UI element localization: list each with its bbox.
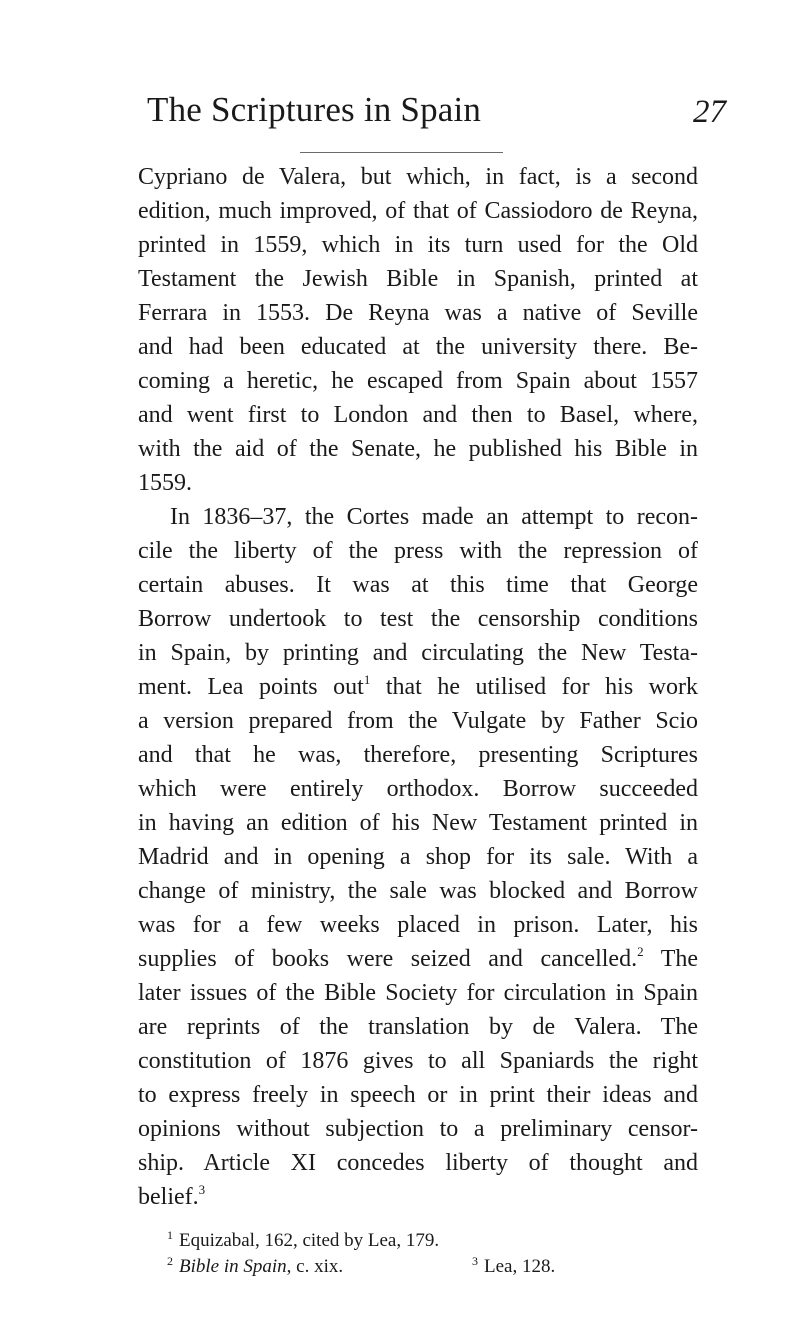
footnote-mark: 2	[167, 1254, 173, 1268]
text-line: ship. Article XI concedes liberty of thought and	[138, 1150, 698, 1176]
footnote-mark: 3	[472, 1254, 478, 1268]
text-line: change of ministry, the sale was blocked and Borrow	[138, 878, 698, 904]
running-title: The Scriptures in Spain	[147, 90, 482, 129]
footnote-mark: 1	[167, 1228, 173, 1242]
text-line: 1559.	[138, 470, 192, 496]
text-segment: supplies of books were seized and cancelled.	[138, 946, 638, 972]
text-line: coming a heretic, he escaped from Spain about 1557	[138, 368, 698, 394]
text-line: to express freely in speech or in print their ideas and	[138, 1082, 698, 1108]
footnote-text: Equizabal, 162, cited by Lea, 179.	[179, 1230, 440, 1251]
text-line: in Spain, by printing and circulating the New Testa-	[138, 640, 698, 666]
text-line: Madrid and in opening a shop for its sale. With a	[138, 844, 698, 870]
text-line: and went first to London and then to Basel, where,	[138, 402, 698, 428]
text-line: Testament the Jewish Bible in Spanish, printed at	[138, 266, 698, 292]
footnote-ref-3: 3	[198, 1182, 206, 1197]
text-line: in having an edition of his New Testament printed in	[138, 810, 698, 836]
footnote-3	[472, 1254, 672, 1280]
footnote-book-title: Bible in Spain	[179, 1256, 287, 1277]
text-line: with the aid of the Senate, he published his Bible in	[138, 436, 698, 462]
text-line: certain abuses. It was at this time that George	[138, 572, 698, 598]
footnote-2	[167, 1254, 767, 1280]
text-line: edition, much improved, of that of Cassiodoro de Reyna,	[138, 198, 698, 224]
text-line: In 1836–37, the Cortes made an attempt to recon-	[170, 504, 698, 530]
text-line: constitution of 1876 gives to all Spaniards the right	[138, 1048, 698, 1074]
text-line: and had been educated at the university there. Be-	[138, 334, 698, 360]
text-line: a version prepared from the Vulgate by Father Scio	[138, 708, 698, 734]
footnote-1	[167, 1228, 767, 1254]
text-line: Cypriano de Valera, but which, in fact, is a second	[138, 164, 698, 190]
page-number: 27	[693, 94, 726, 130]
text-line: printed in 1559, which in its turn used for the Old	[138, 232, 698, 258]
text-segment: belief.	[138, 1184, 199, 1210]
text-line: Borrow undertook to test the censorship conditions	[138, 606, 698, 632]
text-line: and that he was, therefore, presenting Scriptures	[138, 742, 698, 768]
footnote-text: Lea, 128.	[484, 1256, 556, 1277]
text-line	[138, 1180, 698, 1214]
text-segment: ment. Lea points out	[138, 674, 364, 700]
header-rule	[300, 152, 503, 153]
page-header	[0, 90, 800, 140]
text-line: cile the liberty of the press with the repression of	[138, 538, 698, 564]
footnote-ref-1: 1	[363, 672, 371, 687]
footnote-text: , c. xix.	[286, 1256, 344, 1277]
text-line: Ferrara in 1553. De Reyna was a native of Seville	[138, 300, 698, 326]
text-line: later issues of the Bible Society for circulation in Spain	[138, 980, 698, 1006]
text-line	[138, 670, 698, 704]
text-line	[138, 942, 698, 976]
text-line: which were entirely orthodox. Borrow succeeded	[138, 776, 698, 802]
text-segment: that he utilised for his work	[385, 674, 699, 700]
text-line: opinions without subjection to a preliminary censor-	[138, 1116, 698, 1142]
text-line: was for a few weeks placed in prison. Later, his	[138, 912, 698, 938]
text-line: are reprints of the translation by de Valera. The	[138, 1014, 698, 1040]
text-segment: The	[660, 946, 698, 972]
footnote-ref-2: 2	[637, 944, 644, 959]
